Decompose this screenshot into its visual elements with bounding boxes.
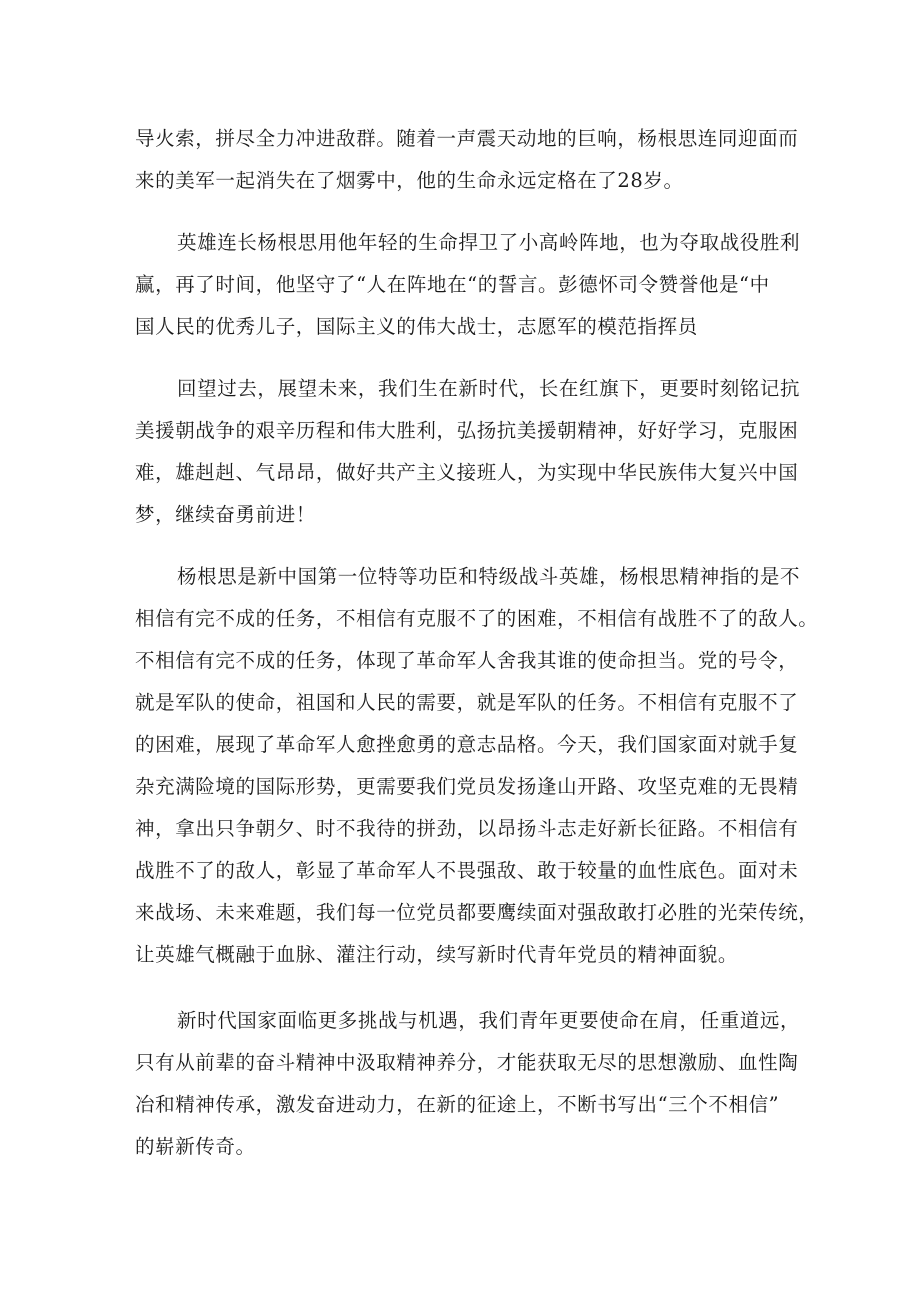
text-line: 来的美军一起消失在了烟雾中，他的生命永远定格在了28岁。: [135, 169, 684, 192]
text-line: 冶和精神传承，激发奋进动力，在新的征途上，不断书写出“三个不相信”: [135, 1093, 780, 1116]
text-line: 神，拿出只争朝夕、时不我待的拼劲，以昂扬斗志走好新长征路。不相信有: [135, 817, 799, 840]
text-line: 英雄连长杨根思用他年轻的生命捍卫了小高岭阵地，也为夺取战役胜利: [177, 231, 801, 254]
paragraph-5: [135, 1000, 801, 1168]
text-line: 难，雄赳赳、气昂昂，做好共产主义接班人，为实现中华民族伟大复兴中国: [135, 461, 799, 484]
text-line: 国人民的优秀儿子，国际主义的伟大战士，志愿军的模范指挥员: [135, 315, 698, 338]
text-line: 让英雄气概融于血脉、灌注行动，续写新时代青年党员的精神面貌。: [135, 943, 739, 966]
paragraph-3: [135, 368, 801, 536]
text-line: 相信有完不成的任务，不相信有克服不了的困难，不相信有战胜不了的敌人。: [135, 607, 819, 630]
text-line: 导火索，拼尽全力冲进敌群。随着一声震天动地的巨响，杨根思连同迎面而: [135, 127, 799, 150]
text-line: 只有从前辈的奋斗精神中汲取精神养分，才能获取无尽的思想激励、血性陶: [135, 1051, 799, 1074]
text-line: 不相信有完不成的任务，体现了革命军人舍我其谁的使命担当。党的号令，: [135, 649, 799, 672]
text-line: 就是军队的使命，祖国和人民的需要，就是军队的任务。不相信有克服不了: [135, 691, 799, 714]
text-line: 的崭新传奇。: [135, 1135, 256, 1158]
text-line: 杂充满险境的国际形势，更需要我们党员发扬逢山开路、攻坚克难的无畏精: [135, 775, 799, 798]
text-line: 梦，继续奋勇前进！: [135, 503, 316, 526]
text-line: 的困难，展现了革命军人愈挫愈勇的意志品格。今天，我们国家面对就手复: [135, 733, 799, 756]
text-line: 新时代国家面临更多挑战与机遇，我们青年更要使命在肩，任重道远，: [177, 1009, 801, 1032]
text-line: 回望过去，展望未来，我们生在新时代，长在红旗下，更要时刻铭记抗: [177, 377, 801, 400]
text-line: 来战场、未来难题，我们每一位党员都要鹰续面对强敌敢打必胜的光荣传统，: [135, 901, 819, 924]
paragraph-4: [135, 556, 819, 976]
paragraph-1: [135, 118, 799, 202]
paragraph-2: [135, 222, 801, 348]
text-line: 战胜不了的敌人，彰显了革命军人不畏强敌、敢于较量的血性底色。面对未: [135, 859, 799, 882]
text-line: 美援朝战争的艰辛历程和伟大胜利，弘扬抗美援朝精神，好好学习，克服困: [135, 419, 799, 442]
text-line: 杨根思是新中国第一位特等功臣和特级战斗英雄，杨根思精神指的是不: [177, 565, 801, 588]
text-line: 赢，再了时间，他坚守了“人在阵地在“的誓言。彭德怀司令赞誉他是“中: [135, 273, 770, 296]
